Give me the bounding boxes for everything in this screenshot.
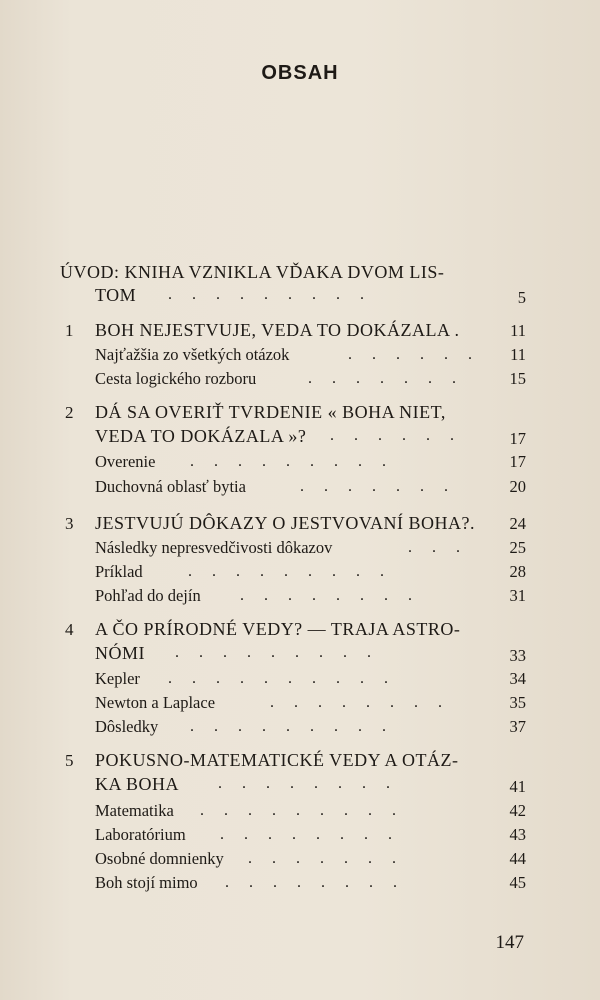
- section-label: Následky nepresvedčivosti dôkazov: [95, 538, 333, 557]
- section-label: Kepler: [95, 669, 140, 688]
- intro-page: 5: [517, 288, 526, 307]
- section-label: Laboratórium: [95, 825, 186, 844]
- leader-dots: . . . . . . . . .: [200, 802, 404, 819]
- leader-dots: . . . . . . . . .: [190, 453, 394, 470]
- chapter-3-title: JESTVUJÚ DÔKAZY O JESTVOVANÍ BOHA?.: [95, 513, 475, 533]
- section-page: 20: [509, 477, 526, 496]
- leader-dots: . . . . . . . .: [225, 874, 405, 891]
- section-page: 17: [509, 452, 526, 471]
- chapter-1-page: 11: [510, 321, 526, 340]
- chapter-4-page: 33: [509, 646, 526, 665]
- chapter-5-title-line-2: KA BOHA: [95, 774, 180, 794]
- leader-dots: . . . . . . . . .: [188, 563, 392, 580]
- intro-line-2: TOM: [95, 285, 137, 305]
- chapter-4-title-line-1: A ČO PRÍRODNÉ VEDY? — TRAJA ASTRO-: [95, 619, 461, 639]
- section-page: 45: [509, 873, 526, 892]
- chapter-3-page: 24: [509, 514, 526, 533]
- leader-dots: . . . . . . . .: [218, 775, 398, 792]
- section-page: 11: [510, 345, 526, 364]
- chapter-2-number: 2: [65, 403, 74, 422]
- chapter-1-number: 1: [65, 321, 74, 340]
- chapter-2-title-line-2: VEDA TO DOKÁZALA »?: [95, 426, 307, 446]
- leader-dots: . . .: [408, 539, 468, 556]
- page-number: 147: [495, 932, 524, 953]
- leader-dots: . . . . . . . . .: [168, 286, 372, 303]
- section-label: Overenie: [95, 452, 156, 471]
- chapter-5-title-line-1: POKUSNO-MATEMATICKÉ VEDY A OTÁZ-: [95, 750, 459, 770]
- leader-dots: . . . . . . . . .: [190, 718, 394, 735]
- section-label: Cesta logického rozboru: [95, 369, 257, 388]
- page-title: OBSAH: [261, 62, 339, 84]
- section-label: Príklad: [95, 562, 143, 581]
- leader-dots: . . . . . .: [348, 346, 480, 363]
- leader-dots: . . . . . . . .: [270, 694, 450, 711]
- chapter-5-number: 5: [65, 751, 74, 770]
- section-label: Pohľad do dejín: [95, 586, 201, 605]
- section-label: Duchovná oblasť bytia: [95, 477, 246, 496]
- section-page: 25: [509, 538, 526, 557]
- section-label: Newton a Laplace: [95, 693, 216, 712]
- chapter-3-number: 3: [65, 514, 74, 533]
- chapter-5-page: 41: [509, 777, 526, 796]
- section-page: 15: [509, 369, 526, 388]
- section-label: Matematika: [95, 801, 174, 820]
- leader-dots: . . . . . . . .: [240, 587, 420, 604]
- chapter-1-title: BOH NEJESTVUJE, VEDA TO DOKÁZALA .: [95, 320, 460, 340]
- section-page: 28: [509, 562, 526, 581]
- leader-dots: . . . . . . . . .: [175, 644, 379, 661]
- leader-dots: . . . . . . .: [248, 850, 404, 867]
- chapter-2-title-line-1: DÁ SA OVERIŤ TVRDENIE « BOHA NIET,: [95, 402, 446, 422]
- leader-dots: . . . . . . . . . .: [168, 670, 396, 687]
- leader-dots: . . . . . . .: [308, 370, 464, 387]
- intro-line-1: ÚVOD: KNIHA VZNIKLA VĎAKA DVOM LIS-: [60, 262, 445, 282]
- section-page: 35: [509, 693, 526, 712]
- section-page: 44: [509, 849, 526, 868]
- section-label: Najťažšia zo všetkých otázok: [95, 345, 290, 364]
- section-page: 34: [509, 669, 526, 688]
- section-page: 31: [509, 586, 526, 605]
- leader-dots: . . . . . . .: [300, 478, 456, 495]
- section-label: Boh stojí mimo: [95, 873, 198, 892]
- section-page: 43: [509, 825, 526, 844]
- chapter-4-title-line-2: NÓMI: [95, 643, 145, 663]
- section-page: 37: [509, 717, 526, 736]
- leader-dots: . . . . . .: [330, 427, 462, 444]
- section-label: Osobné domnienky: [95, 849, 224, 868]
- leader-dots: . . . . . . . .: [220, 826, 400, 843]
- section-page: 42: [509, 801, 526, 820]
- chapter-4-number: 4: [65, 620, 74, 639]
- section-label: Dôsledky: [95, 717, 159, 736]
- chapter-2-page: 17: [509, 429, 526, 448]
